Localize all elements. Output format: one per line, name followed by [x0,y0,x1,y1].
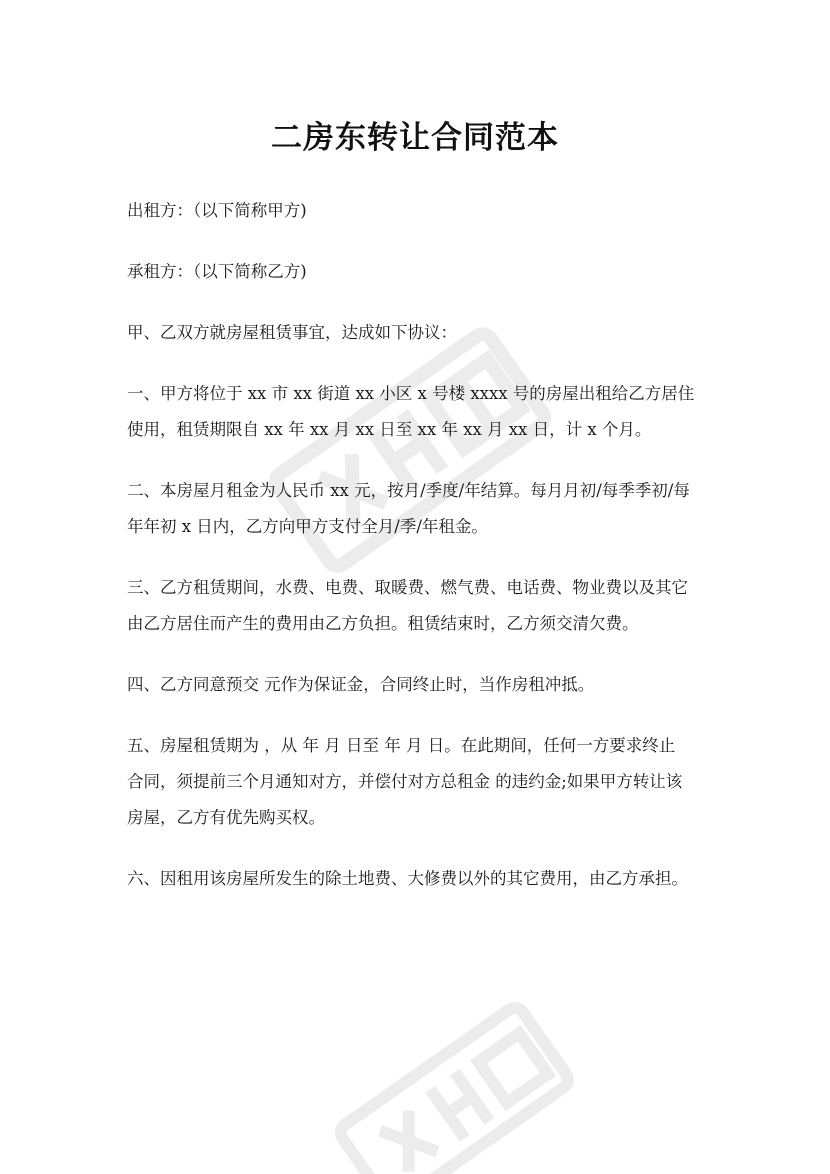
clause-agreement-intro [127,315,727,351]
clause-6 [127,861,727,897]
text-line: 四、乙方同意预交 元作为保证金，合同终止时，当作房租冲抵。 [127,675,595,694]
document-title: 二房东转让合同范本 [271,120,559,156]
text-line: 一、甲方将位于 xx 市 xx 街道 xx 小区 x 号楼 xxxx 号的房屋出租给乙方居住 [127,384,695,403]
text-line: 年年初 x 日内，乙方向甲方支付全月/季/年租金。 [127,517,488,536]
text-line: 承租方：（以下简称乙方) [127,262,307,281]
text-line: 合同，须提前三个月通知对方，并偿付对方总租金 的违约金;如果甲方转让该 [127,772,683,791]
clause-5 [127,728,727,836]
text-line: 六、因租用该房屋所发生的除土地费、大修费以外的其它费用，由乙方承担。 [127,869,688,888]
document-body [127,193,727,922]
text-line: 房屋，乙方有优先购买权。 [127,808,325,827]
clause-4 [127,667,727,703]
text-line: 出租方：（以下简称甲方) [127,201,307,220]
clause-lessee [127,254,727,290]
text-line: 由乙方居住而产生的费用由乙方负担。租赁结束时，乙方须交清欠费。 [127,614,639,633]
text-line: 二、本房屋月租金为人民币 xx 元，按月/季度/年结算。每月月初/每季季初/每 [127,481,690,500]
text-line: 三、乙方租赁期间，水费、电费、取暖费、燃气费、电话费、物业费以及其它 [127,578,688,597]
clause-1 [127,376,727,448]
clause-lessor [127,193,727,229]
clause-2 [127,473,727,545]
watermark-icon [320,990,580,1174]
text-line: 甲、乙双方就房屋租赁事宜，达成如下协议： [127,323,457,342]
clause-3 [127,570,727,642]
text-line: 五、房屋租赁期为 ，从 年 月 日至 年 月 日。在此期间，任何一方要求终止 [127,736,676,755]
text-line: 使用，租赁期限自 xx 年 xx 月 xx 日至 xx 年 xx 月 xx 日，计 x 个月。 [127,420,652,439]
